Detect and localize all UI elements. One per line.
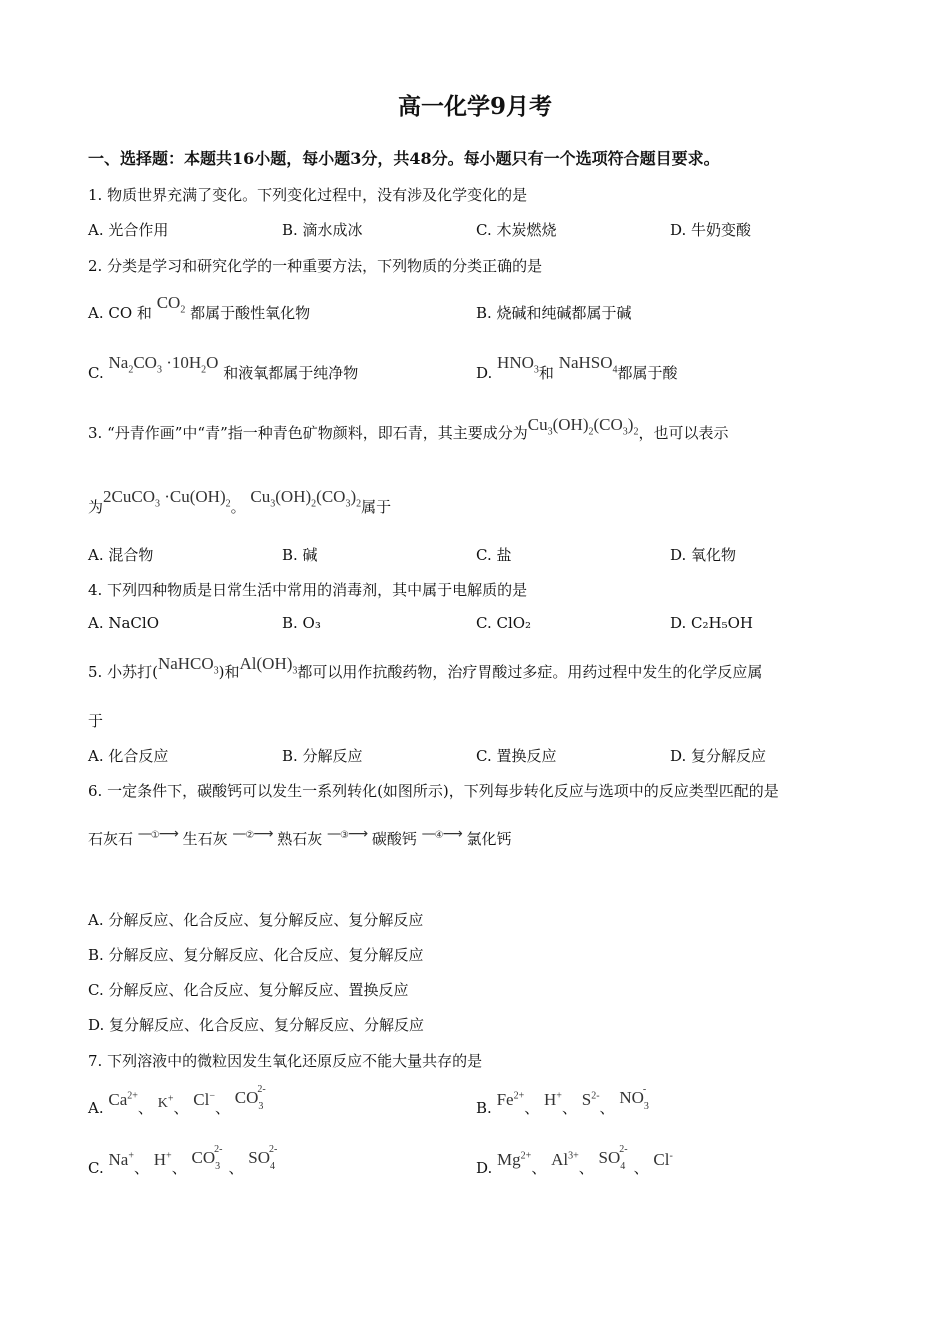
question-4-stem: 4. 下列四种物质是日常生活中常用的消毒剂，其中属于电解质的是 bbox=[88, 581, 528, 599]
question-1-stem: 1. 物质世界充满了变化。下列变化过程中，没有涉及化学变化的是 bbox=[88, 186, 528, 204]
question-7-option-a bbox=[88, 1084, 272, 1120]
separator: 、 bbox=[173, 1099, 189, 1117]
ion-s2: $S^{2-}$ bbox=[581, 1090, 600, 1109]
formula-nahso4: NaHSO$_4$ bbox=[558, 353, 618, 376]
formula-nahco3: NaHCO$_3$ bbox=[157, 654, 219, 677]
ion-h: H+ bbox=[544, 1090, 562, 1109]
section-heading: 一、选择题：本题共16小题，每小题3分，共48分。每小题只有一个选项符合题目要求。 bbox=[88, 149, 720, 168]
question-6-option-c: C. 分解反应、化合反应、复分解反应、置换反应 bbox=[88, 981, 409, 999]
ion-no3: $NO_3^-$ bbox=[619, 1084, 649, 1113]
chain-calcium-carbonate: 碳酸钙 bbox=[371, 830, 417, 848]
separator: 、 bbox=[214, 1099, 230, 1117]
q5-prefix: 5. 小苏打( bbox=[88, 663, 158, 681]
question-4-option-c: C. ClO₂ bbox=[476, 614, 532, 632]
reaction-arrow-2: —②⟶ bbox=[232, 826, 273, 842]
option-d-prefix: D. bbox=[476, 364, 493, 382]
q5-mid: )和 bbox=[218, 663, 240, 681]
separator: 、 bbox=[137, 1099, 153, 1117]
question-4-option-d: D. C₂H₅OH bbox=[670, 614, 753, 632]
page-title: 高一化学9月考 bbox=[397, 93, 552, 120]
chain-slaked-lime: 熟石灰 bbox=[277, 830, 323, 848]
chain-limestone: 石灰石 bbox=[88, 830, 134, 848]
question-3-option-b: B. 碱 bbox=[282, 546, 318, 564]
line2-suffix: 属于 bbox=[361, 498, 392, 516]
question-3-stem bbox=[88, 415, 729, 445]
ion-co3-2: $CO_3^{2-}$ bbox=[191, 1144, 223, 1173]
separator: 、 bbox=[578, 1159, 594, 1177]
option-d-and: 和 bbox=[538, 364, 554, 382]
question-5-option-c: C. 置换反应 bbox=[476, 747, 557, 765]
formula-co2: $CO_2$ bbox=[156, 293, 186, 316]
conversion-chain bbox=[88, 828, 512, 849]
separator: 、 bbox=[171, 1159, 187, 1177]
ion-co3-2: $CO_3^{2-}$ bbox=[234, 1084, 266, 1113]
question-7-option-b bbox=[476, 1084, 652, 1120]
separator: 、 bbox=[228, 1159, 244, 1177]
question-3-text-tail: ，也可以表示 bbox=[638, 424, 729, 442]
ion-na: Na+ bbox=[108, 1150, 134, 1169]
separator: 、 bbox=[633, 1159, 649, 1177]
separator: 、 bbox=[561, 1099, 577, 1117]
option-d-suffix: 都属于酸 bbox=[617, 364, 678, 382]
question-2-option-b: B. 烧碱和纯碱都属于碱 bbox=[476, 304, 632, 322]
option-a-suffix: 都属于酸性氧化物 bbox=[190, 304, 311, 322]
line2-prefix: 为 bbox=[88, 498, 104, 516]
question-7-option-c bbox=[88, 1144, 283, 1180]
reaction-arrow-3: —③⟶ bbox=[327, 826, 368, 842]
separator: 、 bbox=[524, 1099, 540, 1117]
option-c-suffix: 和液氧都属于纯净物 bbox=[223, 364, 359, 382]
chain-quicklime: 生石灰 bbox=[182, 830, 228, 848]
question-3-text: 3. “丹青作画”中“青”指一种青色矿物颜料，即石青，其主要成分为 bbox=[88, 424, 528, 442]
reaction-arrow-1: —①⟶ bbox=[137, 826, 178, 842]
question-5-stem bbox=[88, 654, 763, 684]
q5-suffix: 都可以用作抗酸药物，治疗胃酸过多症。用药过程中发生的化学反应属 bbox=[297, 663, 763, 681]
ion-fe2: $Fe^{2+}$ bbox=[496, 1090, 525, 1109]
option-label: B. bbox=[476, 1099, 492, 1117]
question-3-option-c: C. 盐 bbox=[476, 546, 512, 564]
question-1-option-d: D. 牛奶变酸 bbox=[670, 221, 752, 239]
ion-cl: Cl- bbox=[653, 1150, 673, 1169]
question-1-option-a: A. 光合作用 bbox=[88, 221, 169, 239]
question-4-option-a: A. NaClO bbox=[88, 614, 160, 632]
chain-calcium-chloride: 氯化钙 bbox=[466, 830, 512, 848]
question-7-option-d bbox=[476, 1144, 673, 1180]
question-2-option-c bbox=[88, 353, 359, 385]
question-6-stem: 6. 一定条件下，碳酸钙可以发生一系列转化(如图所示)，下列每步转化反应与选项中的反应类型匹配的是 bbox=[88, 782, 779, 800]
ion-al3: $Al^{3+}$ bbox=[551, 1150, 579, 1169]
question-6-option-b: B. 分解反应、复分解反应、化合反应、复分解反应 bbox=[88, 946, 424, 964]
question-4-option-b: B. O₃ bbox=[282, 614, 321, 632]
reaction-arrow-4: —④⟶ bbox=[421, 826, 462, 842]
question-3-option-d: D. 氧化物 bbox=[670, 546, 737, 564]
question-6-option-d: D. 复分解反应、化合反应、复分解反应、分解反应 bbox=[88, 1016, 425, 1034]
question-1-option-b: B. 滴水成冰 bbox=[282, 221, 363, 239]
question-5-option-d: D. 复分解反应 bbox=[670, 747, 767, 765]
question-5-line-2: 于 bbox=[88, 712, 104, 730]
ion-k: K+ bbox=[157, 1093, 174, 1111]
question-5-option-a: A. 化合反应 bbox=[88, 747, 169, 765]
question-2-option-a bbox=[88, 293, 311, 325]
ion-h: H+ bbox=[153, 1150, 172, 1169]
option-label: A. bbox=[88, 1099, 104, 1117]
option-a-prefix: A. CO 和 bbox=[88, 304, 152, 322]
question-3-line-2 bbox=[88, 487, 392, 519]
separator: 、 bbox=[531, 1159, 547, 1177]
formula-hno3: $HNO_3$ bbox=[497, 353, 539, 376]
ion-mg2: $Mg^{2+}$ bbox=[497, 1150, 532, 1169]
option-label: D. bbox=[476, 1159, 493, 1177]
ion-ca2: $Ca^{2+}$ bbox=[108, 1090, 138, 1109]
question-2-option-d bbox=[476, 353, 678, 385]
option-c-prefix: C. bbox=[88, 364, 104, 382]
question-3-option-a: A. 混合物 bbox=[88, 546, 154, 564]
separator: 、 bbox=[133, 1159, 149, 1177]
question-2-stem: 2. 分类是学习和研究化学的一种重要方法，下列物质的分类正确的是 bbox=[88, 257, 543, 275]
question-6-option-a: A. 分解反应、化合反应、复分解反应、复分解反应 bbox=[88, 911, 424, 929]
ion-so4-2: $SO_4^{2-}$ bbox=[598, 1144, 628, 1173]
ion-cl: Cl− bbox=[193, 1090, 215, 1109]
option-label: C. bbox=[88, 1159, 104, 1177]
question-5-option-b: B. 分解反应 bbox=[282, 747, 363, 765]
question-1-option-c: C. 木炭燃烧 bbox=[476, 221, 557, 239]
separator: 、 bbox=[599, 1099, 615, 1117]
ion-so4-2: $SO_4^{2-}$ bbox=[248, 1144, 278, 1173]
formula-na2co3-10h2o: $Na_2CO_3 \cdot 10H_2O$ bbox=[108, 353, 219, 376]
formula-2cuco3-cuoh2: 2CuCO$_3$ $\cdot Cu(OH)_2$ bbox=[103, 487, 231, 510]
line2-mid: 。 bbox=[230, 498, 246, 516]
formula-al-oh3: $Al(OH)_3$ bbox=[239, 654, 298, 677]
question-7-stem: 7. 下列溶液中的微粒因发生氧化还原反应不能大量共存的是 bbox=[88, 1052, 483, 1070]
formula-cu3-oh2-co32-b: $Cu_3(OH)_2(CO_3)_2$ bbox=[250, 487, 362, 510]
formula-cu3-oh2-co32: $Cu_3(OH)_2(CO_3)_2$ bbox=[527, 415, 639, 438]
